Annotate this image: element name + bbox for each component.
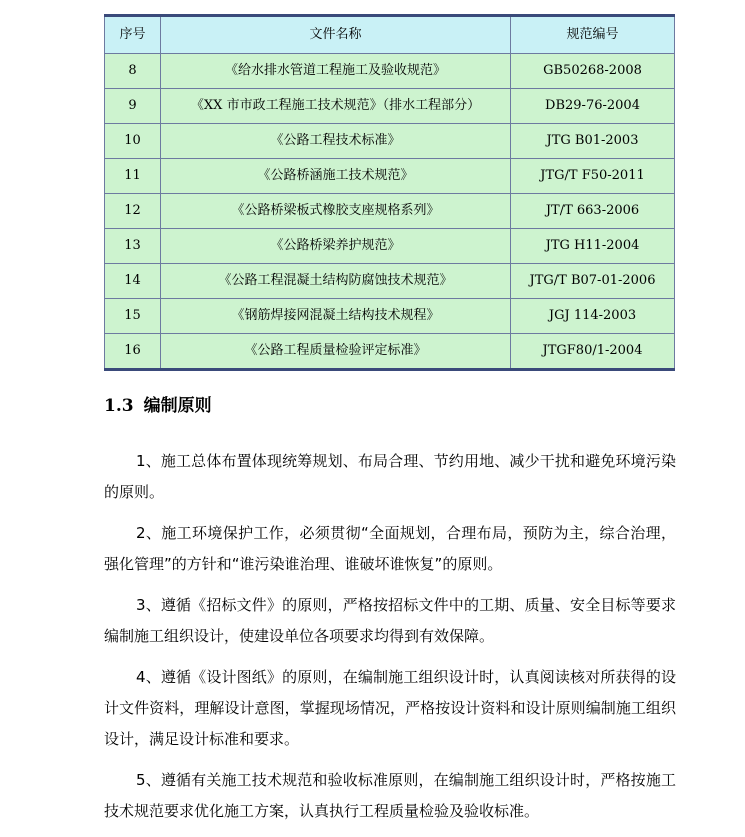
table-row [105, 89, 675, 124]
principle-paragraph: 5、遵循有关施工技术规范和验收标准原则，在编制施工组织设计时，严格按施工技术规范要求优化施工方案，认真执行工程质量检验及验收标准。 [104, 771, 676, 820]
row-standard-code: JTGF80/1-2004 [511, 334, 675, 370]
row-serial-number: 8 [105, 54, 161, 89]
table-row [105, 299, 675, 334]
row-serial-number: 15 [105, 299, 161, 334]
row-document-name: 《钢筋焊接网混凝土结构技术规程》 [161, 299, 511, 334]
header-document-name: 文件名称 [161, 16, 511, 54]
table-row [105, 159, 675, 194]
table-row [105, 334, 675, 370]
row-standard-code: JTG H11-2004 [511, 229, 675, 264]
row-serial-number: 11 [105, 159, 161, 194]
table-row [105, 54, 675, 89]
standards-table [104, 14, 675, 371]
row-standard-code: JT/T 663-2006 [511, 194, 675, 229]
row-document-name: 《XX 市市政工程施工技术规范》（排水工程部分） [161, 89, 511, 124]
table-row [105, 229, 675, 264]
row-serial-number: 13 [105, 229, 161, 264]
section-number: 1.3 [104, 396, 134, 416]
row-serial-number: 10 [105, 124, 161, 159]
section-title: 编制原则 [143, 396, 212, 416]
table-header-row [105, 16, 675, 54]
row-standard-code: JGJ 114-2003 [511, 299, 675, 334]
table-row [105, 124, 675, 159]
row-standard-code: GB50268-2008 [511, 54, 675, 89]
row-document-name: 《公路桥梁养护规范》 [161, 229, 511, 264]
row-document-name: 《公路工程混凝土结构防腐蚀技术规范》 [161, 264, 511, 299]
header-standard-code: 规范编号 [511, 16, 675, 54]
row-standard-code: JTG/T F50-2011 [511, 159, 675, 194]
row-standard-code: JTG/T B07-01-2006 [511, 264, 675, 299]
section-heading [104, 394, 212, 418]
row-document-name: 《公路桥涵施工技术规范》 [161, 159, 511, 194]
row-serial-number: 9 [105, 89, 161, 124]
table-row [105, 194, 675, 229]
header-serial-number: 序号 [105, 16, 161, 54]
row-serial-number: 12 [105, 194, 161, 229]
row-document-name: 《公路桥梁板式橡胶支座规格系列》 [161, 194, 511, 229]
row-document-name: 《公路工程质量检验评定标准》 [161, 334, 511, 370]
principle-paragraph: 4、遵循《设计图纸》的原则，在编制施工组织设计时，认真阅读核对所获得的设计文件资料，理解设计意图，掌握现场情况，严格按设计资料和设计原则编制施工组织设计，满足设计标准和要求。 [104, 668, 676, 748]
row-standard-code: DB29-76-2004 [511, 89, 675, 124]
row-standard-code: JTG B01-2003 [511, 124, 675, 159]
table-row [105, 264, 675, 299]
row-serial-number: 16 [105, 334, 161, 370]
principle-paragraph: 1、施工总体布置体现统筹规划、布局合理、节约用地、减少干扰和避免环境污染的原则。 [104, 452, 676, 501]
row-document-name: 《公路工程技术标准》 [161, 124, 511, 159]
principles-body [104, 446, 676, 837]
principle-paragraph: 3、遵循《招标文件》的原则，严格按招标文件中的工期、质量、安全目标等要求编制施工组织设计，使建设单位各项要求均得到有效保障。 [104, 596, 676, 645]
row-serial-number: 14 [105, 264, 161, 299]
row-document-name: 《给水排水管道工程施工及验收规范》 [161, 54, 511, 89]
principle-paragraph: 2、施工环境保护工作，必须贯彻“全面规划，合理布局，预防为主，综合治理，强化管理”的方针和“谁污染谁治理、谁破坏谁恢复”的原则。 [104, 524, 676, 573]
